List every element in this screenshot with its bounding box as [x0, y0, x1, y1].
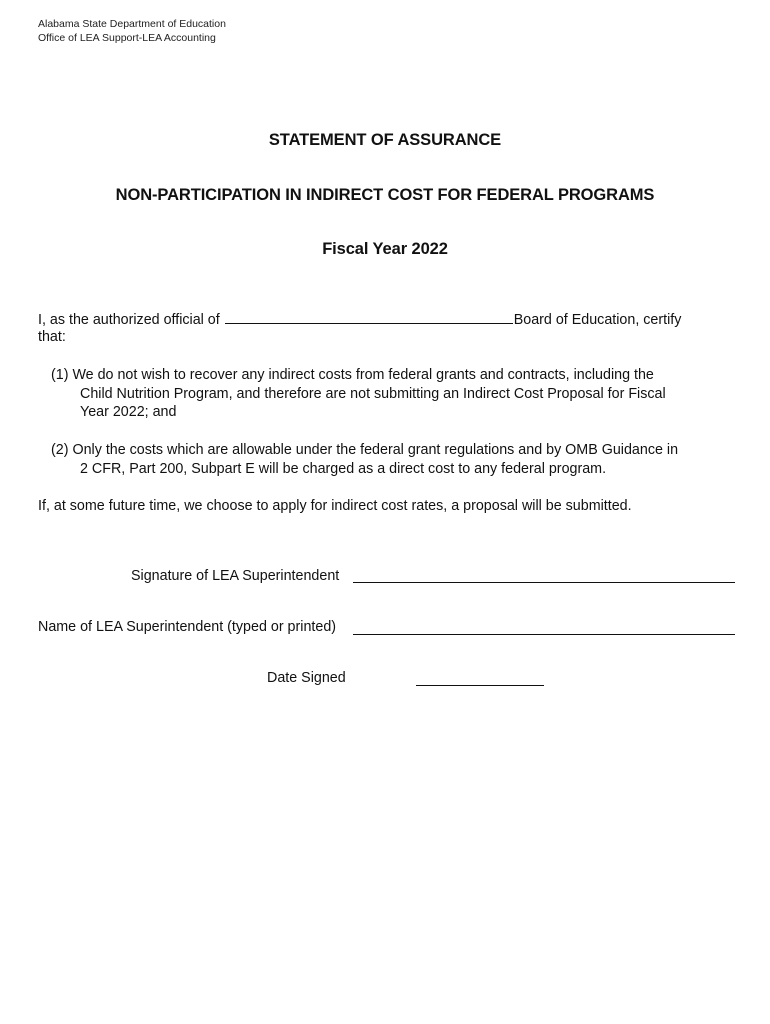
intro-line	[38, 310, 681, 330]
intro-continuation: that:	[38, 329, 66, 345]
document-subtitle: NON-PARTICIPATION IN INDIRECT COST FOR FEDERAL PROGRAMS	[115, 186, 655, 204]
board-name-field[interactable]	[225, 310, 513, 324]
closing-statement: If, at some future time, we choose to apply for indirect cost rates, a proposal will be submitted.	[38, 498, 632, 514]
signature-label: Signature of LEA Superintendent	[131, 568, 340, 584]
fiscal-year: Fiscal Year 2022	[322, 240, 448, 258]
item1-line2: Child Nutrition Program, and therefore are not submitting an Indirect Cost Proposal for Fiscal	[80, 386, 666, 402]
document-title: STATEMENT OF ASSURANCE	[268, 131, 502, 149]
date-line[interactable]	[416, 685, 544, 686]
header-office: Office of LEA Support-LEA Accounting	[38, 32, 216, 44]
name-label: Name of LEA Superintendent (typed or printed)	[38, 619, 337, 635]
intro-after: Board of Education, certify	[513, 312, 682, 328]
signature-line[interactable]	[353, 582, 735, 583]
header-agency: Alabama State Department of Education	[38, 18, 226, 30]
intro-before: I, as the authorized official of	[38, 312, 220, 328]
date-label: Date Signed	[267, 670, 346, 686]
name-line[interactable]	[353, 634, 735, 635]
item2-line2: 2 CFR, Part 200, Subpart E will be charged as a direct cost to any federal program.	[80, 461, 607, 477]
item1-line3: Year 2022; and	[80, 404, 177, 420]
item2-line1: (2) Only the costs which are allowable under the federal grant regulations and by OMB Guidance in	[51, 442, 679, 458]
item1-line1: (1) We do not wish to recover any indirect costs from federal grants and contracts, including the	[51, 367, 654, 383]
